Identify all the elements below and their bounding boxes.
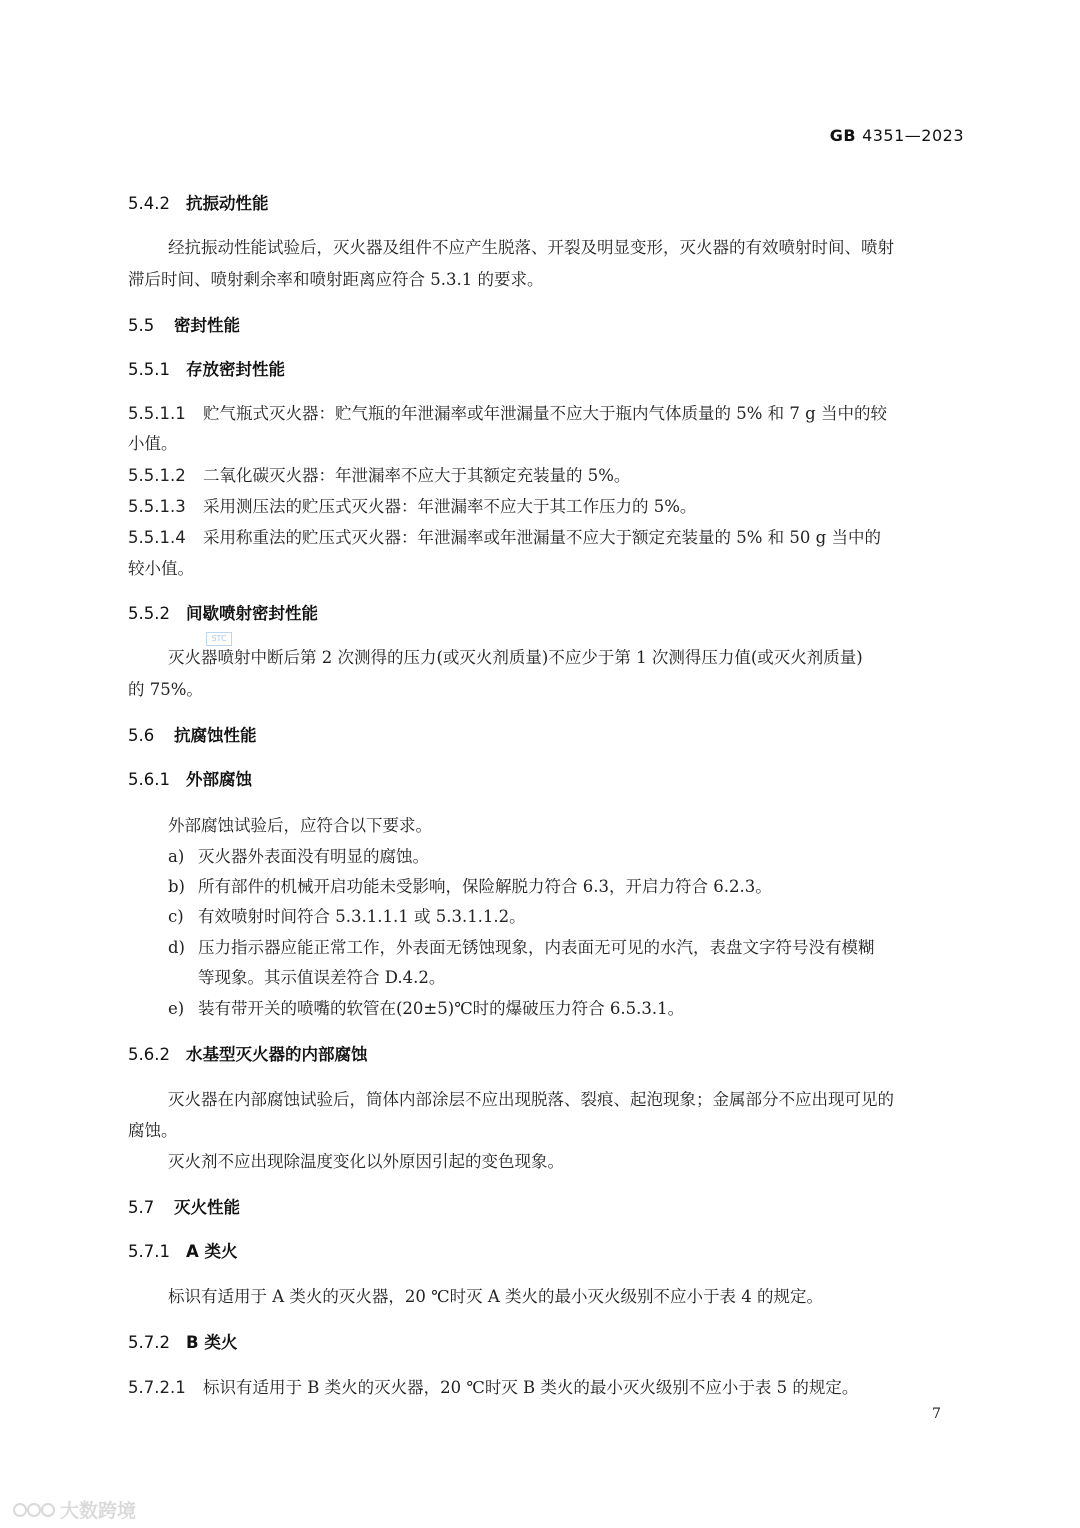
clause-5-5-1-4-cont: 较小值。 <box>128 559 194 578</box>
clause-5-5-1-4: 5.5.1.4 采用称重法的贮压式灭火器：年泄漏率或年泄漏量不应大于额定充装量的 5% 和 50 g 当中的 <box>128 528 881 547</box>
heading-5-7-2: 5.7.2 B 类火 <box>128 1333 238 1352</box>
paragraph-5-5-2-line2: 的 75%。 <box>128 680 203 699</box>
watermark <box>12 1496 136 1523</box>
heading-5-4-2: 5.4.2 抗振动性能 <box>128 194 269 213</box>
list-item: d) 压力指示器应能正常工作，外表面无锈蚀现象，内表面无可见的水汽，表盘文字符号没有模糊 <box>168 938 875 957</box>
watermark-logo-icon <box>12 1499 56 1521</box>
heading-5-6: 5.6 抗腐蚀性能 <box>128 726 257 745</box>
stc-stamp: STC <box>206 632 232 646</box>
standard-code <box>830 126 964 145</box>
list-item: c) 有效喷射时间符合 5.3.1.1.1 或 5.3.1.1.2。 <box>168 907 526 926</box>
watermark-text: 大数跨境 <box>60 1500 137 1522</box>
paragraph-5-5-2-line1: 灭火器喷射中断后第 2 次测得的压力(或灭火剂质量)不应少于第 1 次测得压力值(或灭火剂质量) <box>168 648 863 667</box>
paragraph-5-4-2-line1: 经抗振动性能试验后，灭火器及组件不应产生脱落、开裂及明显变形，灭火器的有效喷射时间、喷射 <box>168 238 894 257</box>
page-number: 7 <box>932 1406 941 1422</box>
clause-5-7-2-1: 5.7.2.1 标识有适用于 B 类火的灭火器，20 ℃时灭 B 类火的最小灭火级别不应小于表 5 的规定。 <box>128 1378 859 1397</box>
heading-5-7: 5.7 灭火性能 <box>128 1198 240 1217</box>
heading-5-7-1: 5.7.1 A 类火 <box>128 1242 238 1261</box>
standard-number: 4351—2023 <box>862 126 964 145</box>
paragraph-5-4-2-line2: 滞后时间、喷射剩余率和喷射距离应符合 5.3.1 的要求。 <box>128 270 544 289</box>
heading-5-5-2: 5.5.2 间歇喷射密封性能 <box>128 604 318 623</box>
heading-5-6-1: 5.6.1 外部腐蚀 <box>128 770 252 789</box>
paragraph-5-6-2-line3: 灭火剂不应出现除温度变化以外原因引起的变色现象。 <box>168 1152 564 1171</box>
clause-5-5-1-1: 5.5.1.1 贮气瓶式灭火器：贮气瓶的年泄漏率或年泄漏量不应大于瓶内气体质量的 5% 和 7 g 当中的较 <box>128 404 887 423</box>
paragraph-5-6-2-line2: 腐蚀。 <box>128 1121 178 1140</box>
heading-5-5: 5.5 密封性能 <box>128 316 240 335</box>
clause-5-5-1-3: 5.5.1.3 采用测压法的贮压式灭火器：年泄漏率不应大于其工作压力的 5%。 <box>128 497 697 516</box>
clause-5-5-1-2: 5.5.1.2 二氧化碳灭火器：年泄漏率不应大于其额定充装量的 5%。 <box>128 466 631 485</box>
paragraph-5-6-1-intro: 外部腐蚀试验后，应符合以下要求。 <box>168 816 432 835</box>
list-item: a) 灭火器外表面没有明显的腐蚀。 <box>168 847 429 866</box>
clause-5-5-1-1-cont: 小值。 <box>128 434 178 453</box>
list-item: b) 所有部件的机械开启功能未受影响，保险解脱力符合 6.3，开启力符合 6.2.3。 <box>168 877 772 896</box>
paragraph-5-6-2-line1: 灭火器在内部腐蚀试验后，筒体内部涂层不应出现脱落、裂痕、起泡现象；金属部分不应出现可见的 <box>168 1090 894 1109</box>
heading-5-6-2: 5.6.2 水基型灭火器的内部腐蚀 <box>128 1045 368 1064</box>
standard-prefix: GB <box>829 126 857 145</box>
list-item-cont: 等现象。其示值误差符合 D.4.2。 <box>198 968 446 987</box>
heading-5-5-1: 5.5.1 存放密封性能 <box>128 360 285 379</box>
list-item: e) 装有带开关的喷嘴的软管在(20±5)℃时的爆破压力符合 6.5.3.1。 <box>168 999 685 1018</box>
paragraph-5-7-1: 标识有适用于 A 类火的灭火器，20 ℃时灭 A 类火的最小灭火级别不应小于表 4 的规定。 <box>168 1287 823 1306</box>
